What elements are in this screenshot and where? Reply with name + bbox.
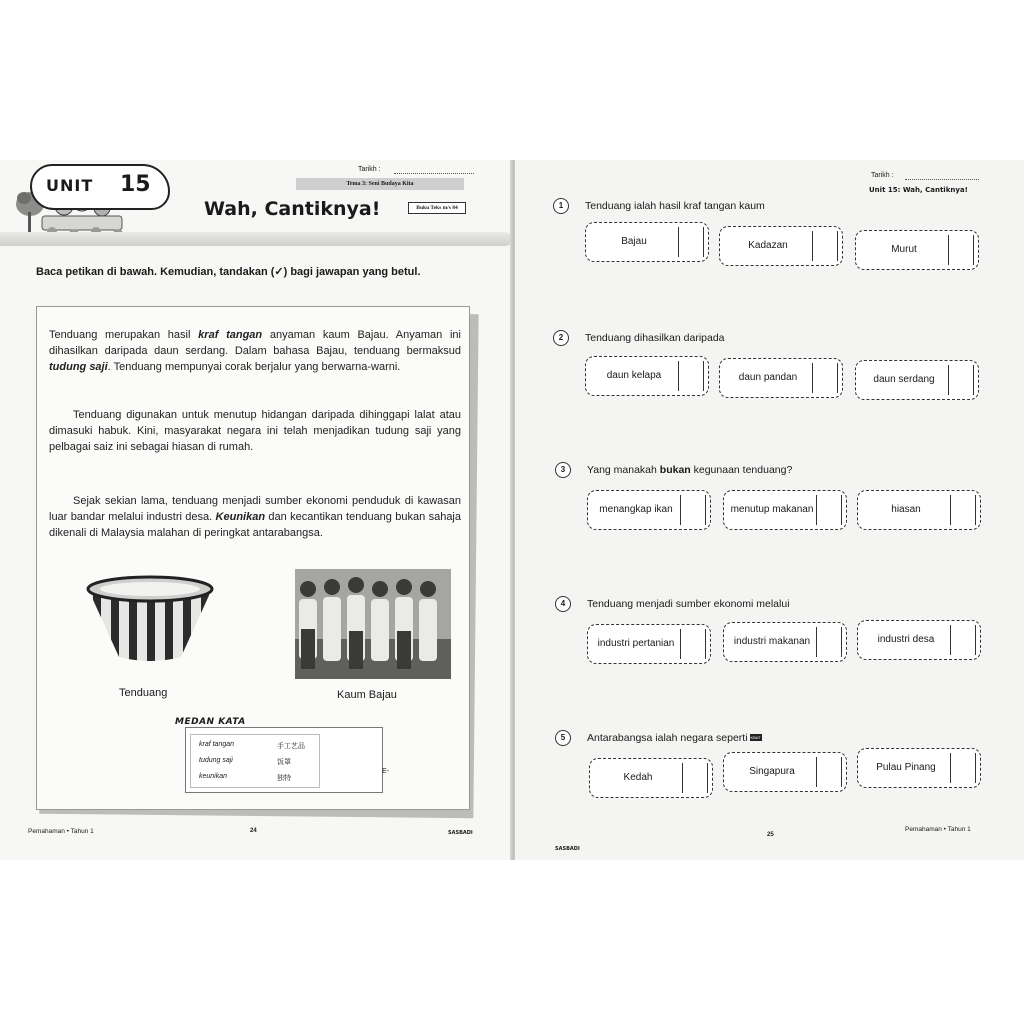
- option-label: Bajau: [621, 235, 647, 247]
- answer-option[interactable]: [719, 358, 843, 398]
- answer-option[interactable]: [723, 752, 847, 792]
- unit-reference: Unit 15: Wah, Cantiknya!: [869, 186, 968, 194]
- caption-kaum-bajau: Kaum Bajau: [337, 689, 397, 701]
- medan-extra: E-: [382, 768, 389, 775]
- question-text: Yang manakah bukan kegunaan tenduang?: [587, 464, 793, 476]
- medan-term: tudung saji: [199, 757, 233, 764]
- page-number-left: 24: [250, 828, 257, 834]
- right-page: [515, 160, 1024, 860]
- tick-box[interactable]: [816, 495, 842, 525]
- medan-chinese: 独特: [277, 774, 291, 782]
- passage-paragraph-2: Tenduang digunakan untuk menutup hidangan daripada dihinggapi lalat atau dimasuki habuk. Kini, masyarakat negara ini telah menjadikan tudung saji yang pelbagai saiz ini sebagai hiasan di rumah.: [49, 409, 461, 453]
- tick-box[interactable]: [950, 495, 976, 525]
- tick-box[interactable]: [812, 363, 838, 393]
- question-number: 2: [553, 330, 569, 346]
- option-label: industri pertanian: [597, 637, 675, 649]
- tick-box[interactable]: [948, 235, 974, 265]
- answer-option[interactable]: [857, 748, 981, 788]
- publisher-logo: SASBADI: [448, 830, 473, 836]
- footer-right: Pemahaman • Tahun 1: [905, 826, 971, 833]
- option-label: Singapura: [749, 765, 795, 777]
- medan-chinese: 手工艺品: [277, 742, 305, 750]
- option-label: industri desa: [877, 633, 935, 645]
- passage-paragraph-3: Sejak sekian lama, tenduang menjadi sumber ekonomi penduduk di kawasan luar bandar melalui industri desa. Keunikan dan kecantikan tenduang bukan sahaja dikenali di Malaysia malahan di peringkat antarabangsa.: [49, 495, 461, 539]
- passage-box: [36, 306, 470, 810]
- answer-option[interactable]: [585, 222, 709, 262]
- tarikh-line: [905, 179, 979, 180]
- question-number: 1: [553, 198, 569, 214]
- tenduang-image: [85, 569, 215, 669]
- tick-box[interactable]: [812, 231, 838, 261]
- question-text: Tenduang menjadi sumber ekonomi melalui: [587, 598, 790, 610]
- medan-term: keunikan: [199, 773, 228, 780]
- medan-kata-label: MEDAN KATA: [175, 717, 246, 727]
- option-label: Kedah: [623, 771, 653, 783]
- question-number: 4: [555, 596, 571, 612]
- footer-left: Pemahaman • Tahun 1: [28, 828, 94, 835]
- page-number-right: 25: [767, 832, 774, 838]
- left-page: [0, 160, 512, 860]
- caption-tenduang: Tenduang: [119, 687, 168, 699]
- tema-bar: Tema 3: Seni Budaya Kita: [296, 178, 464, 190]
- option-label: daun pandan: [738, 371, 798, 383]
- question-text: Antarabangsa ialah negara seperti KBAT: [587, 732, 761, 744]
- option-label: Pulau Pinang: [876, 761, 936, 773]
- medan-chinese: 饭罩: [277, 758, 291, 766]
- unit-number: 15: [120, 172, 151, 197]
- tick-box[interactable]: [816, 757, 842, 787]
- passage-paragraph-1: Tenduang merupakan hasil kraf tangan anyaman kaum Bajau. Anyaman ini dihasilkan daripada daun serdang. Dalam bahasa Bajau, tenduang bermaksud tudung saji. Tenduang mempunyai corak berjalur yang berwarna-warni.: [49, 329, 461, 373]
- tick-box[interactable]: [816, 627, 842, 657]
- tick-box[interactable]: [680, 495, 706, 525]
- question-text: Tenduang ialah hasil kraf tangan kaum: [585, 200, 765, 212]
- answer-option[interactable]: [719, 226, 843, 266]
- buku-teks-tag: Buku Teks m/s 84: [408, 202, 466, 214]
- option-label: Murut: [891, 243, 917, 255]
- publisher-logo: SASBADI: [555, 846, 580, 852]
- tarikh-label: Tarikh :: [358, 166, 381, 173]
- medan-kata-box: [185, 727, 389, 793]
- question-text: Tenduang dihasilkan daripada: [585, 332, 725, 344]
- tarikh-line: [394, 173, 474, 174]
- question-number: 3: [555, 462, 571, 478]
- answer-option[interactable]: [855, 360, 979, 400]
- medan-term: kraf tangan: [199, 741, 235, 748]
- answer-option[interactable]: [857, 490, 981, 530]
- tarikh-label: Tarikh :: [871, 172, 894, 179]
- kaum-bajau-photo: [295, 569, 451, 679]
- medan-kata-list: [190, 734, 320, 788]
- tick-box[interactable]: [948, 365, 974, 395]
- answer-option[interactable]: [857, 620, 981, 660]
- tick-box[interactable]: [680, 629, 706, 659]
- tick-box[interactable]: [682, 763, 708, 793]
- option-label: daun serdang: [873, 373, 935, 385]
- answer-option[interactable]: [723, 490, 847, 530]
- book-spread: [0, 160, 1024, 860]
- instruction-text: Baca petikan di bawah. Kemudian, tandakan (✓) bagi jawapan yang betul.: [36, 266, 421, 278]
- answer-option[interactable]: [589, 758, 713, 798]
- option-label: hiasan: [891, 503, 921, 515]
- answer-option[interactable]: [587, 490, 711, 530]
- tick-box[interactable]: [678, 361, 704, 391]
- answer-option[interactable]: [723, 622, 847, 662]
- title-banner: [0, 232, 512, 246]
- answer-option[interactable]: [855, 230, 979, 270]
- answer-option[interactable]: [585, 356, 709, 396]
- kbat-badge: KBAT: [750, 735, 761, 740]
- option-label: menutup makanan: [730, 503, 814, 515]
- tick-box[interactable]: [950, 753, 976, 783]
- option-label: Kadazan: [748, 239, 788, 251]
- option-label: menangkap ikan: [599, 503, 673, 515]
- tick-box[interactable]: [950, 625, 976, 655]
- page-title: Wah, Cantiknya!: [204, 198, 381, 220]
- question-number: 5: [555, 730, 571, 746]
- option-label: daun kelapa: [606, 369, 662, 381]
- answer-option[interactable]: [587, 624, 711, 664]
- tick-box[interactable]: [678, 227, 704, 257]
- unit-word: UNIT: [46, 176, 94, 195]
- option-label: industri makanan: [733, 635, 811, 647]
